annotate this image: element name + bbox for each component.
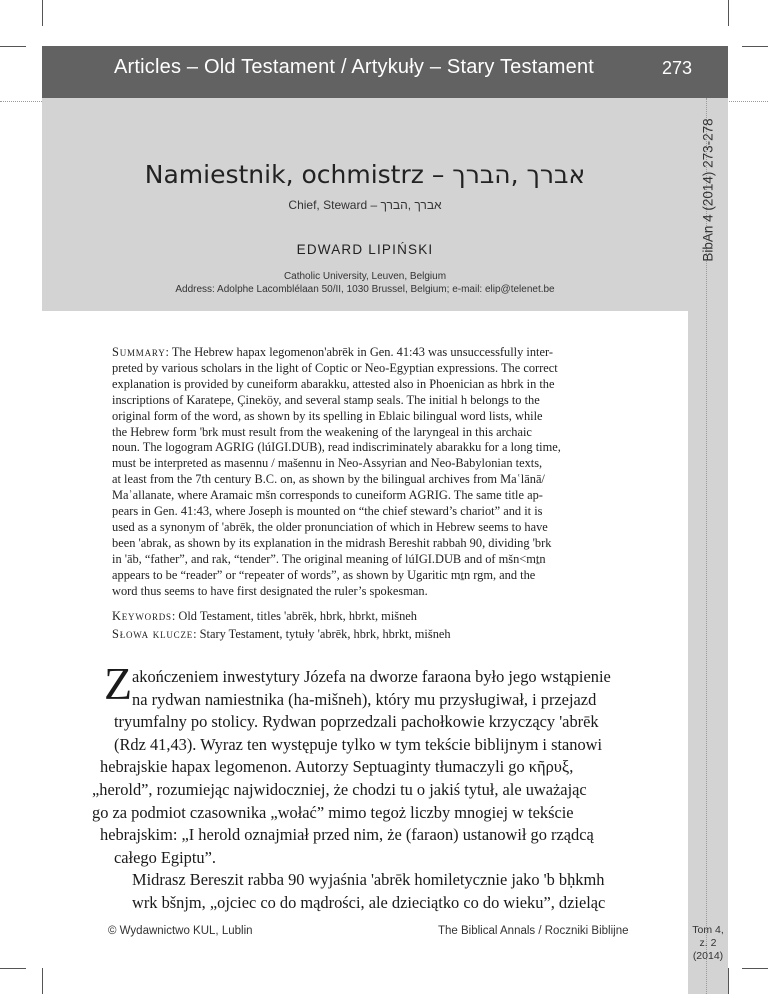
body-line: hebrajskim: „I herold oznajmiał przed nim, że (faraon) ustanowił go rządcą bbox=[100, 825, 594, 845]
volume-info bbox=[688, 924, 728, 963]
body-line: Midrasz Bereszit rabba 90 wyjaśnia 'abrēk homiletycznie jako 'b bḥkmh bbox=[132, 870, 605, 890]
keywords-text: : Old Testament, titles 'abrēk, hbrk, hbrkt, mišneh bbox=[171, 609, 417, 623]
crop-mark bbox=[0, 968, 26, 969]
abstract-line: pears in Gen. 41:43, where Joseph is mounted on “the chief steward’s chariot” and it is bbox=[112, 504, 543, 519]
crop-mark bbox=[742, 46, 768, 47]
abstract-line: noun. The logogram AGRIG (lúIGI.DUB), read indiscriminately abarakku for a long time, bbox=[112, 440, 561, 455]
keywords-en bbox=[112, 608, 662, 624]
drop-cap: Z bbox=[104, 658, 133, 709]
journal-reference: BibAn 4 (2014) 273-278 bbox=[700, 118, 716, 262]
body-text bbox=[92, 666, 664, 915]
year-line: (2014) bbox=[692, 950, 724, 962]
abstract-line: Maʾallanate, where Aramaic mšn corresponds to cuneiform AGRIG. The same title ap- bbox=[112, 488, 543, 503]
body-line: (Rdz 41,43). Wyraz ten występuje tylko w tym tekście biblijnym i stanowi bbox=[114, 734, 603, 754]
crop-mark bbox=[42, 968, 43, 994]
abstract-line: preted by various scholars in the light of Coptic or Neo-Egyptian expressions. The correct bbox=[112, 360, 558, 375]
page-number: 273 bbox=[662, 58, 693, 78]
abstract-line: in 'āb, “father”, and rak, “tender”. The original meaning of lúIGI.DUB and of mšn<mṯn bbox=[112, 551, 546, 566]
footer-journal: The Biblical Annals / Roczniki Biblijne bbox=[438, 925, 629, 937]
crop-mark bbox=[728, 968, 729, 994]
body-line: „herold”, rozumiejąc najwidoczniej, że chodzi tu o jakiś tytuł, ale uważając bbox=[92, 779, 587, 799]
abstract-line: used as a synonym of 'abrēk, the older pronunciation of which in Hebrew seems to have bbox=[112, 519, 548, 534]
abstract-line: explanation is provided by cuneiform abarakku, attested also in Phoenician as hbrk in the bbox=[112, 376, 555, 391]
abstract bbox=[112, 345, 662, 600]
body-line: hebrajskie hapax legomenon. Autorzy Septuaginty tłumaczyli go κῆρυξ, bbox=[100, 757, 574, 777]
crop-mark bbox=[42, 0, 43, 26]
body-line: na rydwan namiestnika (ha-mišneh), który mu przysługiwał, i przejazd bbox=[132, 689, 597, 709]
abstract-line: been 'abrak, as shown by its explanation in the midrash Bereshit rabbah 90, dividing 'brk bbox=[112, 535, 552, 550]
crop-mark bbox=[742, 968, 768, 969]
address-line: Address: Adolphe Lacomblélaan 50/II, 1030 Brussel, Belgium; e-mail: elip@telenet.be bbox=[175, 284, 555, 295]
abstract-line: the Hebrew form 'brk must result from the weakening of the laryngeal in this archaic bbox=[112, 424, 532, 439]
author-name: EDWARD LIPIŃSKI bbox=[296, 242, 434, 257]
keywords-pl bbox=[112, 626, 662, 642]
affiliation-line: Catholic University, Leuven, Belgium bbox=[283, 271, 447, 282]
body-line: wrk bšnjm, „ojciec co do mądrości, ale dzieciątko co do wieku”, dzieląc bbox=[132, 892, 606, 912]
article-subtitle: Chief, Steward – אברך ,הברך bbox=[288, 198, 442, 212]
keywords-label: Keywords bbox=[112, 609, 172, 623]
crop-mark bbox=[728, 0, 729, 26]
body-line: akończeniem inwestytury Józefa na dworze faraona było jego wstąpienie bbox=[132, 667, 611, 686]
running-header bbox=[42, 46, 728, 98]
abstract-line: at least from the 7th century B.C. on, as shown by the bilingual archives from Maʿlānā/ bbox=[112, 472, 545, 487]
abstract-line: word thus seems to have first designated the ruler’s spokesman. bbox=[112, 583, 428, 598]
article-title: Namiestnik, ochmistrz – אברך ,הברך bbox=[144, 160, 586, 189]
volume-line: Tom 4, bbox=[692, 924, 724, 936]
issue-line: z. 2 bbox=[699, 937, 717, 949]
crop-mark bbox=[0, 46, 26, 47]
body-line: całego Egiptu”. bbox=[114, 847, 216, 867]
body-line: go za podmiot czasownika „wołać” mimo tegoż liczby mnogiej w tekście bbox=[92, 802, 574, 822]
summary-label: Summary bbox=[112, 345, 166, 359]
author-affiliation bbox=[42, 270, 688, 296]
abstract-line: inscriptions of Karatepe, Çineköy, and several stamp seals. The initial h belongs to the bbox=[112, 392, 540, 407]
keywords-text-pl: : Stary Testament, tytuły 'abrēk, hbrk, hbrkt, mišneh bbox=[193, 627, 451, 641]
section-title: Articles – Old Testament / Artykuły – Stary Testament bbox=[114, 56, 595, 78]
abstract-line bbox=[112, 345, 662, 361]
abstract-line: appears to be “reader” or “repeater of words”, as shown by Ugaritic mṯn rgm, and the bbox=[112, 567, 536, 582]
footer-publisher: © Wydawnictwo KUL, Lublin bbox=[108, 925, 253, 937]
abstract-text: : The Hebrew hapax legomenon'abrēk in Gen. 41:43 was unsuccessfully inter- bbox=[165, 345, 553, 359]
keywords-label-pl: Słowa klucze bbox=[112, 627, 194, 641]
abstract-line: original form of the word, as shown by its spelling in Eblaic bilingual word lists, while bbox=[112, 408, 543, 423]
body-line: tryumfalny po stolicy. Rydwan poprzedzali pachołkowie krzyczący 'abrēk bbox=[114, 712, 599, 732]
abstract-line: must be interpreted as masennu / mašennu in Neo-Assyrian and Neo-Babylonian texts, bbox=[112, 456, 543, 471]
